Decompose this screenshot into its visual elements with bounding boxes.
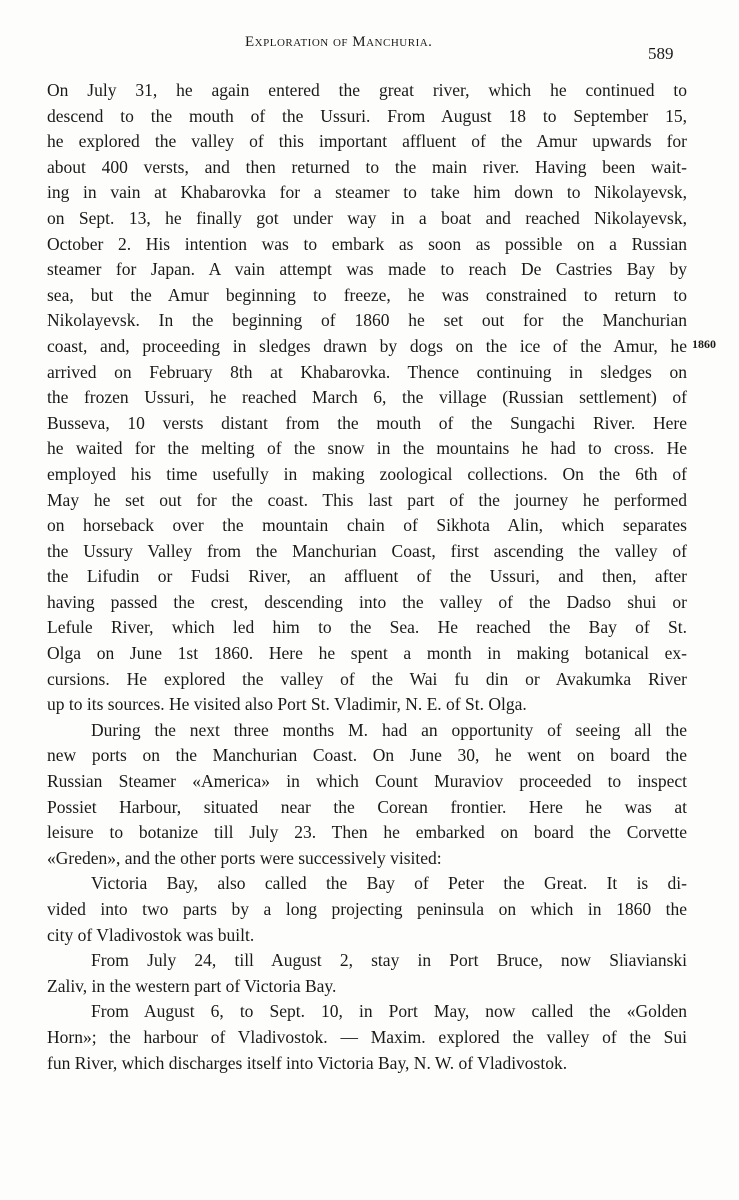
text-line: Horn»; the harbour of Vladivostok. — Maxim. explored the valley of the Sui	[47, 1026, 687, 1047]
margin-note-year: 1860	[692, 337, 716, 351]
text-line: leisure to botanize till July 23. Then he embarked on board the Corvette	[47, 822, 687, 843]
text-line: on horseback over the mountain chain of Sikhota Alin, which separates	[47, 515, 687, 536]
text-line: new ports on the Manchurian Coast. On June 30, he went on board the	[47, 745, 687, 766]
text-line: on Sept. 13, he finally got under way in a boat and reached Nikolayevsk,	[47, 207, 687, 228]
text-line: «Greden», and the other ports were successively visited:	[47, 847, 442, 868]
text-line: October 2. His intention was to embark as soon as possible on a Russian	[47, 233, 687, 254]
text-line: employed his time usefully in making zoological collections. On the 6th of	[47, 463, 687, 484]
text-line: During the next three months M. had an opportunity of seeing all the	[91, 719, 687, 740]
text-line: Olga on June 1st 1860. Here he spent a month in making botanical ex-	[47, 643, 687, 664]
text-line: cursions. He explored the valley of the Wai fu din or Avakumka River	[47, 668, 687, 689]
text-line: fun River, which discharges itself into Victoria Bay, N. W. of Vladivostok.	[47, 1052, 568, 1073]
text-line: Victoria Bay, also called the Bay of Peter the Great. It is di-	[91, 873, 687, 894]
text-line: city of Vladivostok was built.	[47, 924, 255, 945]
text-line: vided into two parts by a long projecting peninsula on which in 1860 the	[47, 899, 687, 919]
text-line: the Lifudin or Fudsi River, an affluent of the Ussuri, and then, after	[47, 566, 687, 587]
text-line: On July 31, he again entered the great river, which he continued to	[47, 80, 687, 100]
text-line: about 400 versts, and then returned to the main river. Having been wait-	[47, 156, 687, 177]
running-title: Exploration of Manchuria.	[245, 34, 433, 50]
text-line: May he set out for the coast. This last part of the journey he performed	[47, 489, 687, 510]
text-line: ing in vain at Khabarovka for a steamer to take him down to Nikolayevsk,	[47, 182, 687, 203]
text-line: Nikolayevsk. In the beginning of 1860 he set out for the Manchurian	[47, 310, 687, 331]
text-line: Russian Steamer «America» in which Count Muraviov proceeded to inspect	[47, 771, 687, 792]
text-line: the frozen Ussuri, he reached March 6, the village (Russian settlement) of	[47, 387, 687, 408]
page-number: 589	[648, 44, 674, 63]
text-line: arrived on February 8th at Khabarovka. Thence continuing in sledges on	[47, 361, 687, 382]
page-header	[0, 30, 739, 64]
text-line: From July 24, till August 2, stay in Port Bruce, now Sliavianski	[91, 950, 687, 971]
text-line: up to its sources. He visited also Port St. Vladimir, N. E. of St. Olga.	[47, 694, 527, 715]
text-line: From August 6, to Sept. 10, in Port May, now called the «Golden	[91, 1001, 687, 1022]
text-line: having passed the crest, descending into the valley of the Dadso shui or	[47, 591, 687, 612]
text-line: descend to the mouth of the Ussuri. From August 18 to September 15,	[47, 105, 687, 126]
text-line: Busseva, 10 versts distant from the mouth of the Sungachi River. Here	[47, 412, 687, 433]
text-line: he waited for the melting of the snow in the mountains he had to cross. He	[47, 438, 687, 459]
text-line: sea, but the Amur beginning to freeze, he was constrained to return to	[47, 284, 687, 305]
text-line: the Ussury Valley from the Manchurian Coast, first ascending the valley of	[47, 540, 687, 561]
text-line: Possiet Harbour, situated near the Corean frontier. Here he was at	[47, 796, 687, 817]
text-line: he explored the valley of this important affluent of the Amur upwards for	[47, 131, 687, 152]
text-line: Zaliv, in the western part of Victoria Bay.	[47, 975, 337, 996]
text-line: steamer for Japan. A vain attempt was made to reach De Castries Bay by	[47, 259, 687, 280]
text-line: coast, and, proceeding in sledges drawn by dogs on the ice of the Amur, he	[47, 335, 687, 356]
text-line: Lefule River, which led him to the Sea. He reached the Bay of St.	[47, 617, 687, 638]
body-text	[47, 78, 687, 1076]
